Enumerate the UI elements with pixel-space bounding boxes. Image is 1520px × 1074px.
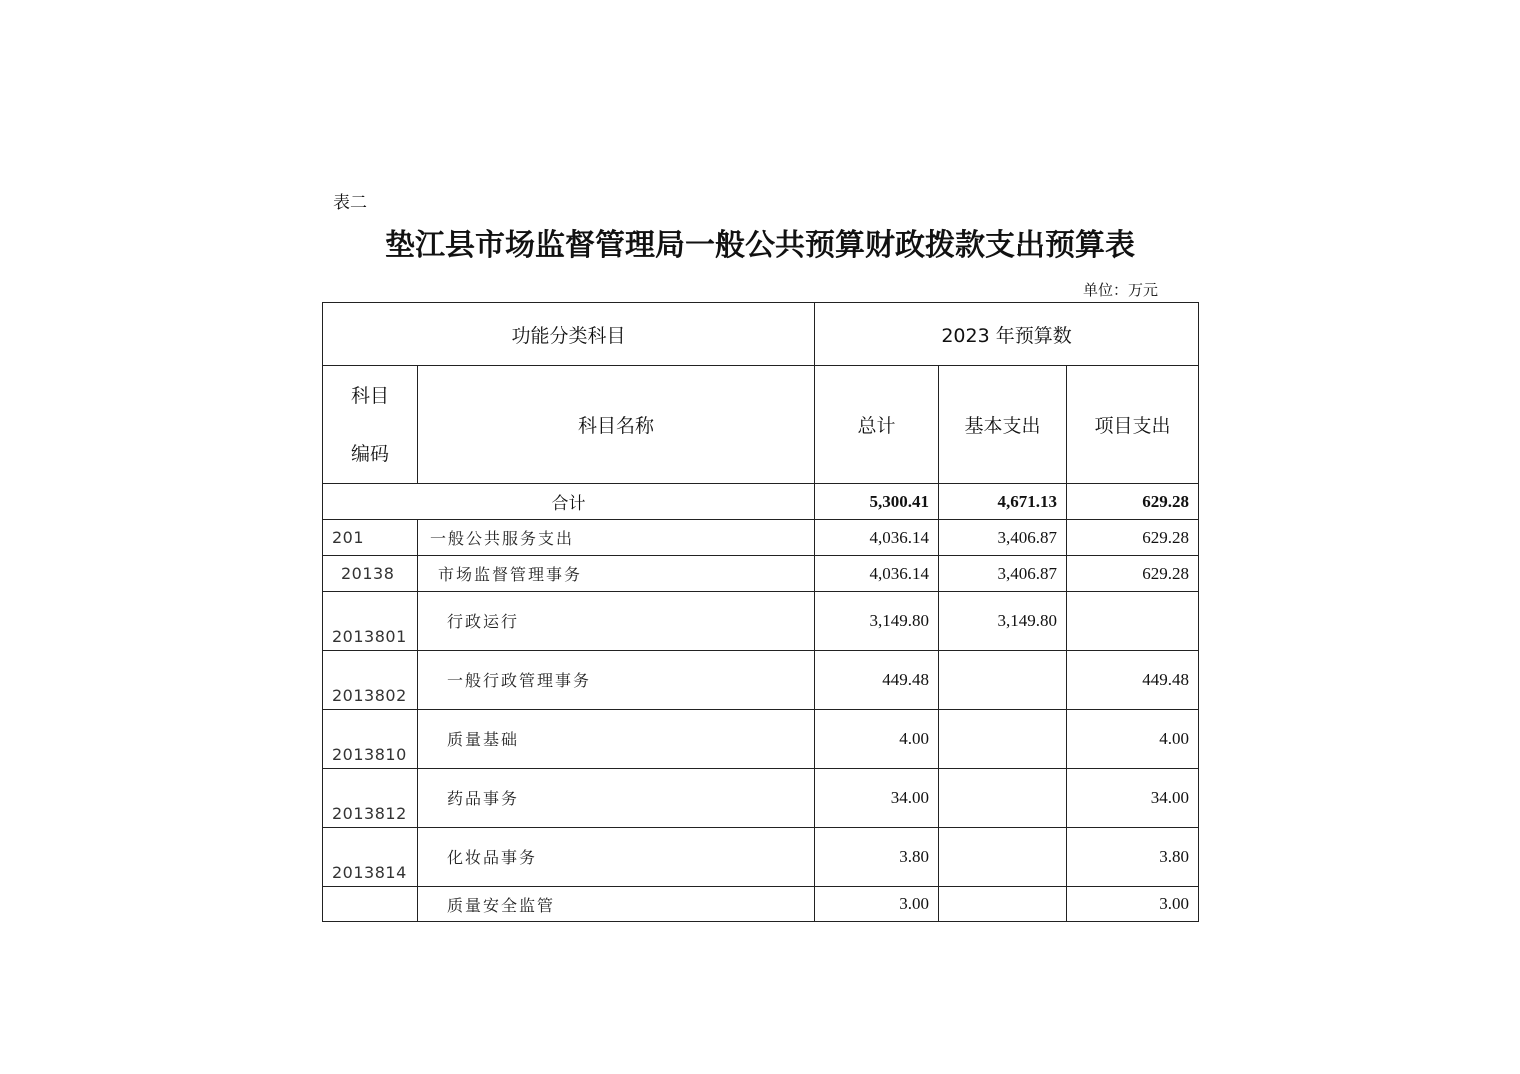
page-title: 垫江县市场监督管理局一般公共预算财政拨款支出预算表 bbox=[385, 228, 1135, 263]
row-code: 2013814 bbox=[323, 828, 418, 887]
row-basic bbox=[939, 887, 1067, 922]
row-total: 4,036.14 bbox=[815, 556, 939, 592]
row-basic: 3,406.87 bbox=[939, 556, 1067, 592]
row-project: 629.28 bbox=[1067, 520, 1199, 556]
table-label: 表二 bbox=[333, 193, 367, 213]
row-total: 449.48 bbox=[815, 651, 939, 710]
row-code: 2013802 bbox=[323, 651, 418, 710]
row-basic bbox=[939, 651, 1067, 710]
table-row bbox=[323, 828, 1199, 887]
row-name: 一般行政管理事务 bbox=[418, 651, 815, 710]
row-total: 3.80 bbox=[815, 828, 939, 887]
unit-label: 单位：万元 bbox=[1082, 281, 1158, 299]
row-total: 3,149.80 bbox=[815, 592, 939, 651]
header-row-columns bbox=[323, 366, 1199, 484]
row-code bbox=[323, 887, 418, 922]
row-basic bbox=[939, 828, 1067, 887]
summary-label: 合计 bbox=[323, 484, 815, 520]
header-total: 总计 bbox=[815, 366, 939, 484]
row-project: 3.00 bbox=[1067, 887, 1199, 922]
row-total: 4,036.14 bbox=[815, 520, 939, 556]
row-project: 3.80 bbox=[1067, 828, 1199, 887]
row-total: 3.00 bbox=[815, 887, 939, 922]
row-name: 质量安全监管 bbox=[418, 887, 815, 922]
table-row bbox=[323, 556, 1199, 592]
row-code: 2013812 bbox=[323, 769, 418, 828]
header-budget-year: 2023 年预算数 bbox=[815, 303, 1199, 366]
summary-row bbox=[323, 484, 1199, 520]
header-code-line1: 科目 bbox=[350, 384, 389, 407]
row-total: 4.00 bbox=[815, 710, 939, 769]
row-project: 4.00 bbox=[1067, 710, 1199, 769]
row-basic bbox=[939, 710, 1067, 769]
table-row bbox=[323, 592, 1199, 651]
header-code bbox=[323, 366, 418, 484]
row-code: 20138 bbox=[323, 556, 418, 592]
row-name: 市场监督管理事务 bbox=[418, 556, 815, 592]
row-project bbox=[1067, 592, 1199, 651]
table-row bbox=[323, 520, 1199, 556]
row-code: 2013810 bbox=[323, 710, 418, 769]
summary-total: 5,300.41 bbox=[815, 484, 939, 520]
row-project: 629.28 bbox=[1067, 556, 1199, 592]
row-project: 449.48 bbox=[1067, 651, 1199, 710]
row-name: 行政运行 bbox=[418, 592, 815, 651]
row-name: 一般公共服务支出 bbox=[418, 520, 815, 556]
table-row bbox=[323, 769, 1199, 828]
row-basic: 3,149.80 bbox=[939, 592, 1067, 651]
row-code: 2013801 bbox=[323, 592, 418, 651]
header-project: 项目支出 bbox=[1067, 366, 1199, 484]
budget-table bbox=[322, 302, 1199, 922]
row-basic: 3,406.87 bbox=[939, 520, 1067, 556]
row-name: 化妆品事务 bbox=[418, 828, 815, 887]
header-code-line2: 编码 bbox=[350, 442, 389, 465]
header-classification: 功能分类科目 bbox=[323, 303, 815, 366]
table-row bbox=[323, 710, 1199, 769]
summary-project: 629.28 bbox=[1067, 484, 1199, 520]
row-name: 药品事务 bbox=[418, 769, 815, 828]
row-total: 34.00 bbox=[815, 769, 939, 828]
header-row-top bbox=[323, 303, 1199, 366]
table-row bbox=[323, 887, 1199, 922]
row-project: 34.00 bbox=[1067, 769, 1199, 828]
header-name: 科目名称 bbox=[418, 366, 815, 484]
row-code: 201 bbox=[323, 520, 418, 556]
row-name: 质量基础 bbox=[418, 710, 815, 769]
header-basic: 基本支出 bbox=[939, 366, 1067, 484]
row-basic bbox=[939, 769, 1067, 828]
summary-basic: 4,671.13 bbox=[939, 484, 1067, 520]
table-row bbox=[323, 651, 1199, 710]
